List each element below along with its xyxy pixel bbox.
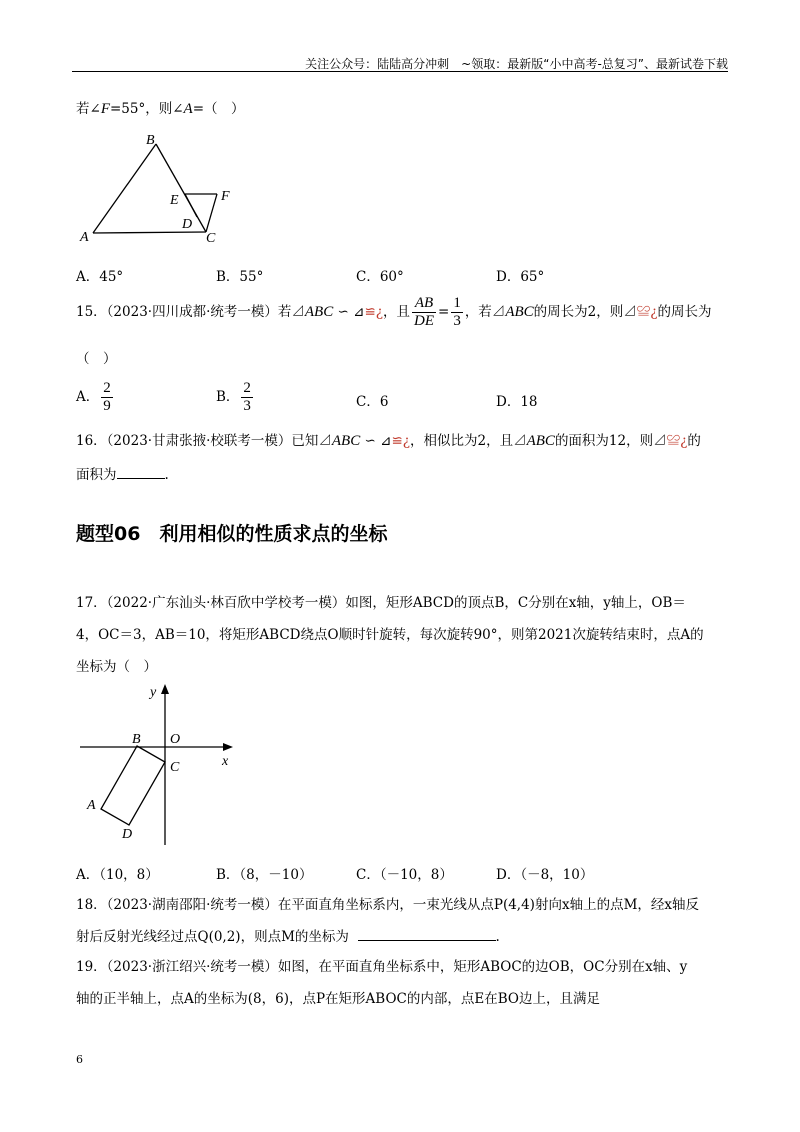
label-f: F [221, 189, 230, 204]
q17-option-b[interactable]: B．（8，－10） [216, 867, 313, 883]
q14-option-c[interactable]: C．60° [356, 269, 404, 285]
q14-option-b[interactable]: B．55° [216, 269, 264, 285]
q14-option-a[interactable]: A．45° [76, 269, 124, 285]
q15-option-b[interactable]: B． $\frac{2}{3}$ [216, 380, 251, 414]
q17-option-c[interactable]: C．（－10，8） [356, 867, 453, 883]
q17-coordinate-figure [76, 680, 256, 850]
label-e: E [170, 193, 179, 208]
label-y: y [150, 685, 157, 700]
q17-option-d[interactable]: D．（－8，10） [496, 867, 594, 883]
q15-option-d[interactable]: D．18 [496, 394, 538, 410]
q17-option-a[interactable]: A．（10，8） [76, 867, 159, 883]
answer-blank[interactable] [358, 940, 496, 941]
q14-triangle-figure [76, 128, 256, 253]
label-d: D [182, 217, 193, 232]
ratio-value-fraction: $\frac{1}{3}$ [453, 295, 461, 329]
q17-line3: 坐标为（ ） [76, 659, 157, 675]
q14-stem: 若∠F=55°，则∠A=（ ） [76, 101, 245, 117]
section-title: 题型06 利用相似的性质求点的坐标 [76, 523, 388, 545]
ratio-fraction: $\frac{AB}{DE}$ [414, 295, 434, 329]
label-a: A [87, 798, 96, 813]
q18-line2: 射后反射光线经过点Q(0,2)，则点M的坐标为 . [76, 929, 500, 945]
q14-option-d[interactable]: D．65° [496, 269, 545, 285]
q15-paren: （ ） [76, 351, 117, 367]
label-c: C [206, 231, 216, 246]
label-a: A [80, 230, 89, 245]
q16-line2: 面积为 . [76, 467, 169, 483]
header-divider [72, 71, 728, 72]
page-number: 6 [76, 1053, 83, 1066]
q15-option-a[interactable]: A． $\frac{2}{9}$ [76, 380, 111, 414]
label-x: x [222, 754, 229, 769]
q15-option-c[interactable]: C．6 [356, 394, 389, 410]
label-b: B [146, 133, 155, 148]
q19-line2: 轴的正半轴上，点A的坐标为(8，6)，点P在矩形ABOC的内部，点E在BO边上，且满足 [76, 991, 600, 1007]
q18-line1: 18．（2023·湖南邵阳·统考一模）在平面直角坐标系内，一束光线从点P(4,4)射向x轴上的点M，经x轴反 [76, 897, 700, 913]
label-c: C [170, 760, 180, 775]
label-b: B [132, 732, 141, 747]
answer-blank[interactable] [117, 478, 165, 479]
q15-stem: 15．（2023·四川成都·统考一模）若⊿ABC ∽ ⊿≌¿，且 $\frac{AB}{DE}$ = $\frac{1}{3}$ ，若⊿ABC的周长为2，则⊿≌¿的周长为 [76, 295, 712, 329]
label-d: D [122, 827, 133, 842]
label-o: O [170, 732, 181, 747]
page-header: 关注公众号：陆陆高分冲刺 ~领取：最新版“小中高考-总复习”、最新试卷下载 [305, 57, 728, 71]
q16-stem: 16．（2023·甘肃张掖·校联考一模）已知⊿ABC ∽ ⊿≌¿，相似比为2，且⊿ABC的面积为12，则⊿≌¿的 [76, 433, 701, 449]
q19-line1: 19．（2023·浙江绍兴·统考一模）如图，在平面直角坐标系中，矩形ABOC的边OB，OC分别在x轴、y [76, 959, 688, 975]
q17-line1: 17．（2022·广东汕头·林百欣中学校考一模）如图，矩形ABCD的顶点B，C分别在x轴，y轴上，OB＝ [76, 595, 686, 611]
q17-line2: 4，OC＝3，AB＝10，将矩形ABCD绕点O顺时针旋转，每次旋转90°，则第2021次旋转结束时，点A的 [76, 627, 704, 643]
